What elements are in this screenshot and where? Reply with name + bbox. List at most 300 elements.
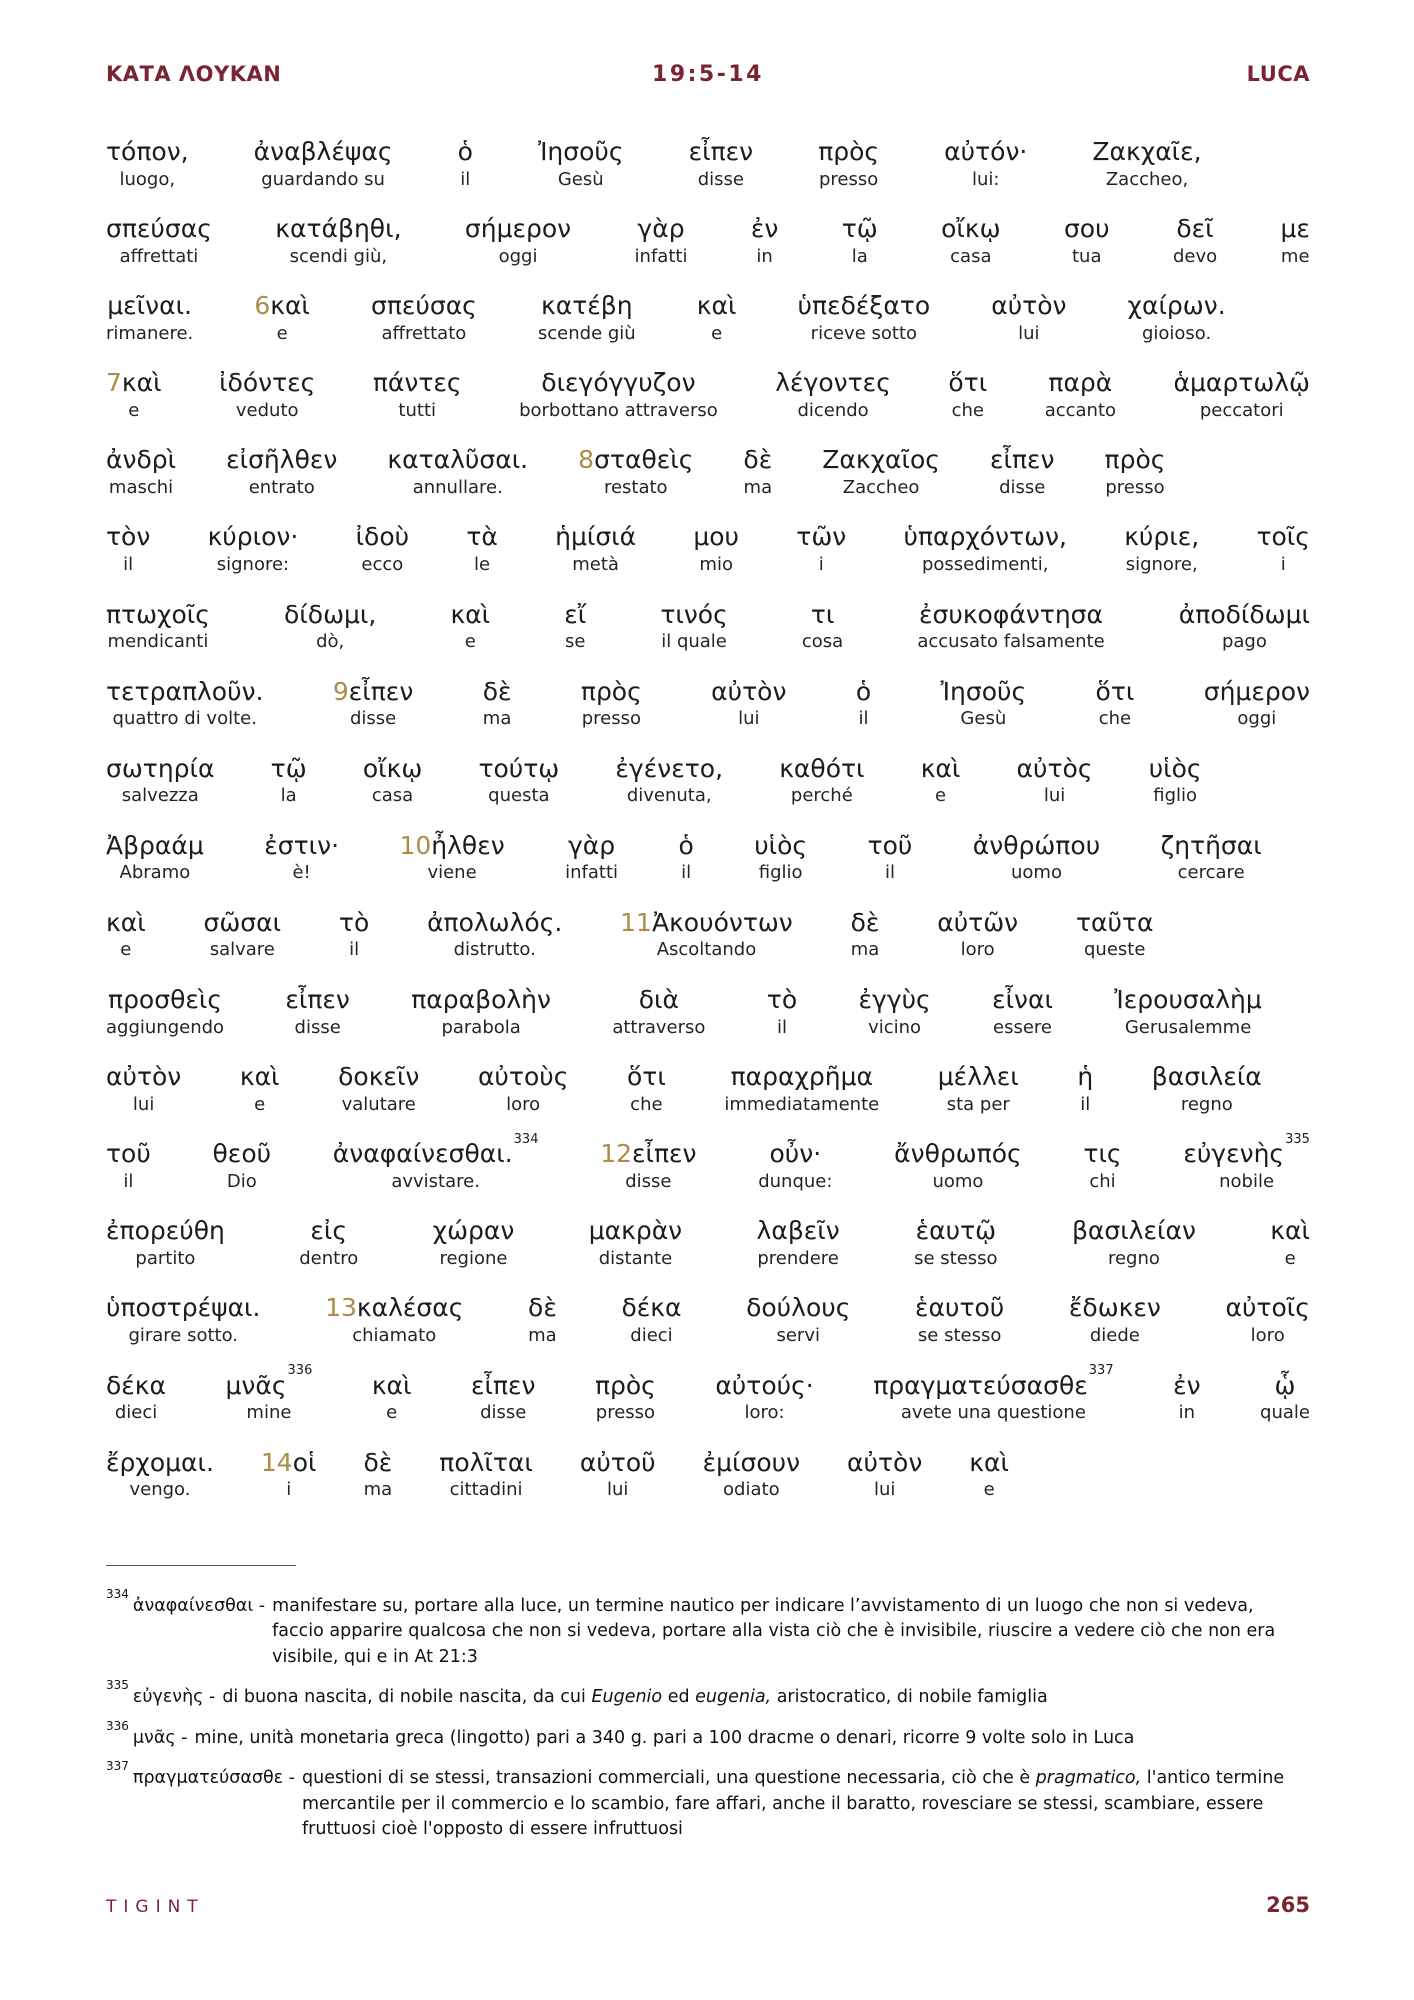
verse-number: 10 xyxy=(399,830,432,860)
interlinear-word xyxy=(466,522,498,575)
footnote-text-italic: eugenia, xyxy=(695,1687,772,1708)
gloss-word: e xyxy=(1284,1247,1296,1269)
gloss-word: sta per xyxy=(946,1093,1010,1115)
gloss-word: veduto xyxy=(235,399,299,421)
interlinear-word xyxy=(106,445,176,498)
interlinear-word xyxy=(992,985,1053,1038)
footnote-number: 335 xyxy=(106,1678,129,1693)
interlinear-word xyxy=(528,1293,557,1346)
greek-word: δὲ xyxy=(528,1293,557,1323)
gloss-word: salvezza xyxy=(121,785,199,807)
greek-word: σήμερον xyxy=(1203,676,1310,706)
gloss-word: vicino xyxy=(868,1016,922,1038)
gloss-word: mine xyxy=(246,1402,292,1423)
footnote-label: $^{336}$μνᾶς - xyxy=(106,1718,188,1748)
footnote-ref: 335 xyxy=(1285,1131,1310,1147)
interlinear-word xyxy=(1149,754,1202,807)
greek-word: ἡ xyxy=(1077,1062,1094,1092)
greek-word: σου xyxy=(1063,214,1110,244)
footnote-number: 337 xyxy=(106,1759,129,1774)
interlinear-word xyxy=(471,1371,536,1424)
footnote-separator xyxy=(106,1565,296,1566)
greek-word: πραγματεύσασθε$^{337}$ xyxy=(873,1363,1114,1400)
gloss-word: possedimenti, xyxy=(921,553,1049,575)
greek-word: καὶ xyxy=(696,291,737,321)
greek-word: αὐτοῖς xyxy=(1225,1293,1310,1323)
greek-word: τὸ xyxy=(766,985,798,1015)
footnote-label: $^{335}$εὐγενὴς - xyxy=(106,1678,216,1708)
interlinear-word xyxy=(818,137,879,190)
greek-word: μεῖναι. xyxy=(107,291,192,321)
page-header xyxy=(106,62,1310,87)
gloss-word: Abramo xyxy=(119,862,191,884)
greek-word: ἀνθρώπου xyxy=(972,830,1101,860)
greek-word: κατάβηθι, xyxy=(275,214,402,244)
greek-word: δούλους xyxy=(746,1293,851,1323)
page-footer xyxy=(106,1893,1310,1917)
interlinear-word xyxy=(226,445,337,498)
interlinear-word xyxy=(915,1293,1004,1346)
verse-number: 6 xyxy=(254,291,271,321)
gloss-word: distante xyxy=(598,1247,673,1269)
gloss-word: se stesso xyxy=(914,1247,998,1269)
gloss-word: i xyxy=(286,1479,292,1501)
interlinear-word xyxy=(106,214,212,267)
gloss-word: la xyxy=(851,245,868,267)
gloss-word: Zaccheo, xyxy=(1105,168,1189,190)
interlinear-word xyxy=(106,1139,151,1192)
interlinear-word xyxy=(1076,908,1154,961)
interlinear-word xyxy=(758,1139,832,1192)
greek-word: κύριε, xyxy=(1124,522,1200,552)
greek-word: εἶπεν xyxy=(688,137,754,166)
gloss-word: e xyxy=(120,939,132,961)
interlinear-word xyxy=(1183,1131,1310,1192)
greek-word: αὐτὸν xyxy=(847,1447,923,1477)
greek-word: ἄνθρωπός xyxy=(894,1139,1022,1169)
gloss-word: figlio xyxy=(1153,785,1198,807)
gloss-word: lui xyxy=(873,1479,896,1501)
gloss-word: il xyxy=(1080,1093,1091,1115)
greek-word: ᾧ xyxy=(1274,1370,1296,1400)
greek-word: πάντες xyxy=(372,368,462,398)
interlinear-line xyxy=(106,600,1310,653)
gloss-word: che xyxy=(1098,708,1132,730)
greek-word: ὁ xyxy=(855,676,872,706)
greek-word: αὐτὸν xyxy=(106,1062,182,1092)
gloss-word: pago xyxy=(1221,631,1267,653)
greek-word: ὁ xyxy=(678,830,694,860)
interlinear-word xyxy=(678,831,693,884)
greek-word: ἐν xyxy=(1173,1370,1201,1400)
edition-label: TIGINT xyxy=(106,1897,205,1917)
interlinear-word xyxy=(254,291,310,344)
gloss-word: dunque: xyxy=(758,1170,833,1192)
gloss-word: valutare xyxy=(341,1093,416,1115)
interlinear-word xyxy=(938,1062,1019,1115)
gloss-word: lui xyxy=(607,1479,629,1501)
gloss-word: il xyxy=(460,168,471,190)
interlinear-word xyxy=(921,754,961,807)
interlinear-word xyxy=(106,137,189,190)
interlinear-word xyxy=(538,137,624,190)
interlinear-word xyxy=(1270,1216,1310,1269)
interlinear-word xyxy=(1161,831,1262,884)
interlinear-text xyxy=(106,137,1310,1501)
gloss-word: Gesù xyxy=(960,708,1007,730)
interlinear-line xyxy=(106,137,1202,190)
interlinear-word xyxy=(847,1448,922,1501)
gloss-word: il xyxy=(123,553,134,575)
greek-word: οἴκῳ xyxy=(362,753,423,783)
greek-word: αὐτοὺς xyxy=(477,1062,569,1092)
gloss-word: in xyxy=(756,245,773,267)
footnote-text xyxy=(272,1594,1310,1671)
interlinear-word xyxy=(411,985,551,1038)
greek-word: καὶ xyxy=(371,1370,412,1400)
interlinear-word xyxy=(333,677,413,730)
gloss-word: devo xyxy=(1172,245,1218,267)
gloss-word: quale xyxy=(1260,1402,1310,1423)
footnote-text-segment: manifestare su, portare alla luce, un termine nautico per indicare l’avvistamento di un luogo che non si vedeva, faccio apparire qualcosa che non si vedeva, portare alla vista ciò che è invisibile, riuscire a vedere ciò che non era visibile, qui e in At 21:3 xyxy=(272,1595,1276,1667)
gloss-word: ma xyxy=(850,939,880,961)
greek-word: σῶσαι xyxy=(203,907,282,937)
greek-word: ἐσυκοφάντησα xyxy=(919,599,1104,629)
interlinear-word xyxy=(565,831,618,884)
interlinear-word xyxy=(1069,1293,1161,1346)
greek-word: σωτηρία xyxy=(106,753,215,783)
gloss-word: casa xyxy=(371,785,414,807)
gloss-word: lui xyxy=(1018,322,1040,344)
interlinear-word xyxy=(1064,214,1110,267)
gloss-word: attraverso xyxy=(612,1016,706,1038)
greek-word: γὰρ xyxy=(637,214,685,244)
interlinear-word xyxy=(937,908,1018,961)
interlinear-word xyxy=(106,1371,166,1424)
interlinear-line xyxy=(106,1062,1262,1115)
gloss-word: ma xyxy=(743,476,773,498)
greek-word: 6καὶ xyxy=(254,291,310,321)
interlinear-word xyxy=(711,677,786,730)
footnote-text-segment: ed xyxy=(662,1687,696,1708)
greek-word: 9εἶπεν xyxy=(332,676,414,706)
greek-word: ὁ xyxy=(457,137,473,166)
interlinear-word xyxy=(106,368,162,421)
gloss-word: e xyxy=(276,322,288,344)
verse-number: 8 xyxy=(578,445,595,475)
footnote-label: $^{334}$ἀναφαίνεσθαι - xyxy=(106,1586,266,1616)
gloss-word: scende giù xyxy=(537,322,636,344)
gloss-word: perché xyxy=(790,785,853,807)
footnote-text xyxy=(222,1685,1310,1711)
greek-word: καὶ xyxy=(969,1447,1009,1477)
interlinear-word xyxy=(299,1216,358,1269)
gloss-word: presso xyxy=(819,168,879,190)
gloss-word: il xyxy=(123,1170,134,1192)
footnote-text-segment: l'antico termine mercantile per il commercio e lo scambio, fare affari, anche il baratto, rovesciare se stessi, scambiare, essere fruttuosi cioè l'opposto di essere infruttuosi xyxy=(302,1768,1285,1840)
greek-word: αὐτὸν xyxy=(991,291,1067,321)
greek-word: 12εἶπεν xyxy=(600,1139,697,1169)
gloss-word: chi xyxy=(1089,1170,1116,1192)
interlinear-word xyxy=(580,1448,656,1501)
greek-word: δὲ xyxy=(482,676,512,706)
gloss-word: regno xyxy=(1107,1247,1160,1269)
gloss-word: e xyxy=(983,1479,995,1501)
interlinear-word xyxy=(387,445,528,498)
gloss-word: disse xyxy=(294,1016,341,1038)
greek-word: παραβολὴν xyxy=(411,985,551,1015)
greek-word: ἐπορεύθη xyxy=(106,1216,225,1246)
interlinear-line xyxy=(106,522,1310,575)
interlinear-word xyxy=(724,1062,879,1115)
greek-word: ὑπεδέξατο xyxy=(797,291,931,321)
gloss-word: accanto xyxy=(1044,399,1117,421)
interlinear-word xyxy=(325,1293,463,1346)
interlinear-word xyxy=(697,291,737,344)
gloss-word: guardando su xyxy=(261,168,385,190)
greek-word: χαίρων. xyxy=(1127,291,1226,321)
interlinear-word xyxy=(204,908,282,961)
greek-word: εἰσῆλθεν xyxy=(226,445,338,475)
gloss-word: loro: xyxy=(744,1402,785,1423)
gloss-word: Dio xyxy=(226,1170,257,1192)
greek-word: ὑποστρέψαι. xyxy=(106,1293,261,1323)
greek-word: καὶ xyxy=(450,599,491,629)
greek-word: ἐγγὺς xyxy=(858,985,931,1015)
interlinear-word xyxy=(627,1062,666,1115)
interlinear-word xyxy=(620,908,793,961)
greek-word: δὲ xyxy=(363,1447,393,1477)
interlinear-word xyxy=(944,137,1027,190)
gloss-word: dò, xyxy=(316,631,345,653)
gloss-word: aggiungendo xyxy=(106,1016,225,1038)
greek-word: βασιλείαν xyxy=(1071,1216,1196,1246)
interlinear-word xyxy=(106,908,146,961)
interlinear-word xyxy=(1072,1216,1196,1269)
interlinear-word xyxy=(746,1293,850,1346)
gloss-word: lui xyxy=(132,1093,155,1115)
gloss-word: borbottano attraverso xyxy=(519,399,718,421)
gloss-word: presso xyxy=(1105,476,1165,498)
footnote-ref: 337 xyxy=(1088,1363,1114,1379)
interlinear-word xyxy=(660,600,727,653)
interlinear-word xyxy=(1114,985,1262,1038)
greek-word: διεγόγγυζον xyxy=(541,368,696,398)
gloss-word: oggi xyxy=(1237,708,1277,730)
interlinear-word xyxy=(538,291,636,344)
greek-word: δέκα xyxy=(106,1370,167,1400)
greek-word: γὰρ xyxy=(568,830,616,860)
greek-word: ἑαυτῷ xyxy=(915,1216,997,1246)
greek-word: τινός xyxy=(660,599,728,629)
greek-word: αὐτὸς xyxy=(1016,753,1093,783)
gloss-word: scendi giù, xyxy=(289,245,388,267)
interlinear-word xyxy=(106,1293,260,1346)
gloss-word: il xyxy=(776,1016,787,1038)
interlinear-word xyxy=(332,1131,539,1192)
greek-word: τις xyxy=(1083,1139,1122,1169)
gloss-word: servi xyxy=(776,1324,820,1346)
interlinear-word xyxy=(842,214,878,267)
interlinear-word xyxy=(973,831,1100,884)
interlinear-line xyxy=(106,985,1262,1038)
gloss-word: Zaccheo xyxy=(842,476,920,498)
interlinear-word xyxy=(271,754,307,807)
greek-word: εἶπεν xyxy=(990,445,1055,475)
footnote xyxy=(106,1586,1310,1671)
gloss-word: signore: xyxy=(216,553,290,575)
gloss-word: e xyxy=(128,399,140,421)
greek-word: ἡμίσιά xyxy=(555,522,637,552)
greek-word: Ἰησοῦς xyxy=(940,676,1027,706)
greek-word: πρὸς xyxy=(594,1370,656,1400)
footnote-text-segment: mine, unità monetaria greca (lingotto) pari a 340 g. pari a 100 dracme o denari, ricorre 9 volte solo in Luca xyxy=(194,1727,1135,1748)
verse-number: 13 xyxy=(325,1293,357,1323)
gloss-word: loro xyxy=(506,1093,541,1115)
greek-word: ὅτι xyxy=(626,1062,666,1092)
gloss-word: viene xyxy=(427,862,477,884)
interlinear-word xyxy=(261,1448,317,1501)
interlinear-word xyxy=(106,600,210,653)
greek-word: ἔδωκεν xyxy=(1068,1293,1161,1323)
gloss-word: uomo xyxy=(932,1170,984,1192)
interlinear-word xyxy=(796,522,846,575)
gloss-word: e xyxy=(254,1093,266,1115)
interlinear-word xyxy=(1092,137,1201,190)
greek-word: κύριον· xyxy=(207,522,299,552)
greek-word: αὐτόν· xyxy=(944,137,1028,166)
gloss-word: odiato xyxy=(723,1479,780,1501)
interlinear-word xyxy=(1260,1371,1310,1424)
interlinear-word xyxy=(106,522,150,575)
gloss-word: accusato falsamente xyxy=(917,631,1105,653)
interlinear-word xyxy=(1128,291,1226,344)
greek-word: 13καλέσας xyxy=(325,1293,464,1323)
interlinear-word xyxy=(106,1062,181,1115)
greek-word: εἶπεν xyxy=(470,1370,536,1400)
interlinear-word xyxy=(948,368,987,421)
interlinear-word xyxy=(208,522,299,575)
interlinear-word xyxy=(1096,677,1135,730)
greek-word: τούτῳ xyxy=(478,753,560,783)
gloss-word: presso xyxy=(581,708,641,730)
gloss-word: queste xyxy=(1083,939,1146,961)
interlinear-word xyxy=(914,1216,997,1269)
interlinear-word xyxy=(106,677,263,730)
interlinear-word xyxy=(822,445,940,498)
greek-word: σπεύσας xyxy=(106,214,212,244)
gloss-word: regione xyxy=(439,1247,508,1269)
gloss-word: il xyxy=(681,862,692,884)
gloss-word: disse xyxy=(480,1402,527,1423)
gloss-word: mio xyxy=(699,553,733,575)
footnote-text xyxy=(195,1726,1311,1752)
interlinear-word xyxy=(635,214,688,267)
gloss-word: annullare. xyxy=(412,476,503,498)
gloss-word: tua xyxy=(1071,245,1102,267)
gloss-word: avvistare. xyxy=(391,1170,480,1192)
interlinear-word xyxy=(798,291,931,344)
footnote-number: 334 xyxy=(106,1586,129,1601)
greek-word: αὐτὸν xyxy=(711,676,787,706)
gloss-word: prendere xyxy=(757,1247,839,1269)
greek-word: πρὸς xyxy=(1104,445,1166,475)
interlinear-word xyxy=(743,445,772,498)
verse-number: 7 xyxy=(106,368,122,398)
gloss-word: me xyxy=(1280,245,1310,267)
gloss-word: e xyxy=(386,1402,398,1423)
greek-word: τόπον, xyxy=(106,137,189,166)
interlinear-word xyxy=(339,908,369,961)
gloss-word: disse xyxy=(625,1170,672,1192)
gloss-word: affrettati xyxy=(119,245,199,267)
interlinear-word xyxy=(240,1062,280,1115)
greek-word: παρὰ xyxy=(1048,368,1113,398)
greek-word: ἀπολωλός. xyxy=(427,907,563,937)
greek-word: τῷ xyxy=(841,214,878,244)
interlinear-word xyxy=(106,985,224,1038)
interlinear-word xyxy=(284,600,376,653)
greek-word: μακρὰν xyxy=(588,1216,683,1246)
gloss-word: mendicanti xyxy=(107,631,209,653)
greek-word: παραχρῆμα xyxy=(730,1062,873,1092)
interlinear-word xyxy=(868,831,913,884)
interlinear-word xyxy=(338,1062,419,1115)
footnote-label: $^{337}$πραγματεύσασθε - xyxy=(106,1759,295,1789)
greek-word: υἱὸς xyxy=(1148,753,1202,783)
gloss-word: entrato xyxy=(248,476,315,498)
gloss-word: questa xyxy=(488,785,550,807)
greek-word: ὅτι xyxy=(1095,676,1135,706)
greek-word: δὲ xyxy=(850,907,880,937)
interlinear-word xyxy=(767,985,797,1038)
interlinear-word xyxy=(615,754,723,807)
greek-word: Ἰερουσαλὴμ xyxy=(1114,985,1262,1015)
interlinear-word xyxy=(564,600,586,653)
gloss-word: girare sotto. xyxy=(128,1324,239,1346)
gloss-word: luogo, xyxy=(119,168,176,190)
greek-word: πρὸς xyxy=(818,137,880,166)
interlinear-word xyxy=(106,1448,214,1501)
gloss-word: cosa xyxy=(801,631,844,653)
gloss-word: in xyxy=(1178,1402,1196,1423)
gloss-word: e xyxy=(934,785,947,807)
greek-word: βασιλεία xyxy=(1151,1062,1262,1092)
interlinear-word xyxy=(106,1216,225,1269)
gloss-word: regno xyxy=(1180,1093,1233,1115)
gloss-word: la xyxy=(280,785,297,807)
gloss-word: quattro di volte. xyxy=(112,708,257,730)
greek-word: διὰ xyxy=(638,985,679,1015)
gloss-word: il xyxy=(884,862,895,884)
greek-word: ἀνδρὶ xyxy=(106,445,177,475)
greek-word: τι xyxy=(810,599,835,629)
gloss-word: se stesso xyxy=(917,1324,1002,1346)
interlinear-line xyxy=(106,1448,1009,1501)
gloss-word: disse xyxy=(999,476,1046,498)
verse-number: 12 xyxy=(600,1139,632,1169)
interlinear-word xyxy=(689,137,754,190)
interlinear-word xyxy=(941,214,1000,267)
gloss-word: presso xyxy=(595,1402,656,1423)
interlinear-word xyxy=(917,600,1104,653)
gloss-word: chiamato xyxy=(352,1324,437,1346)
interlinear-word xyxy=(693,522,739,575)
interlinear-word xyxy=(1174,368,1310,421)
interlinear-word xyxy=(478,754,559,807)
interlinear-word xyxy=(106,754,214,807)
gloss-word: ma xyxy=(528,1324,557,1346)
